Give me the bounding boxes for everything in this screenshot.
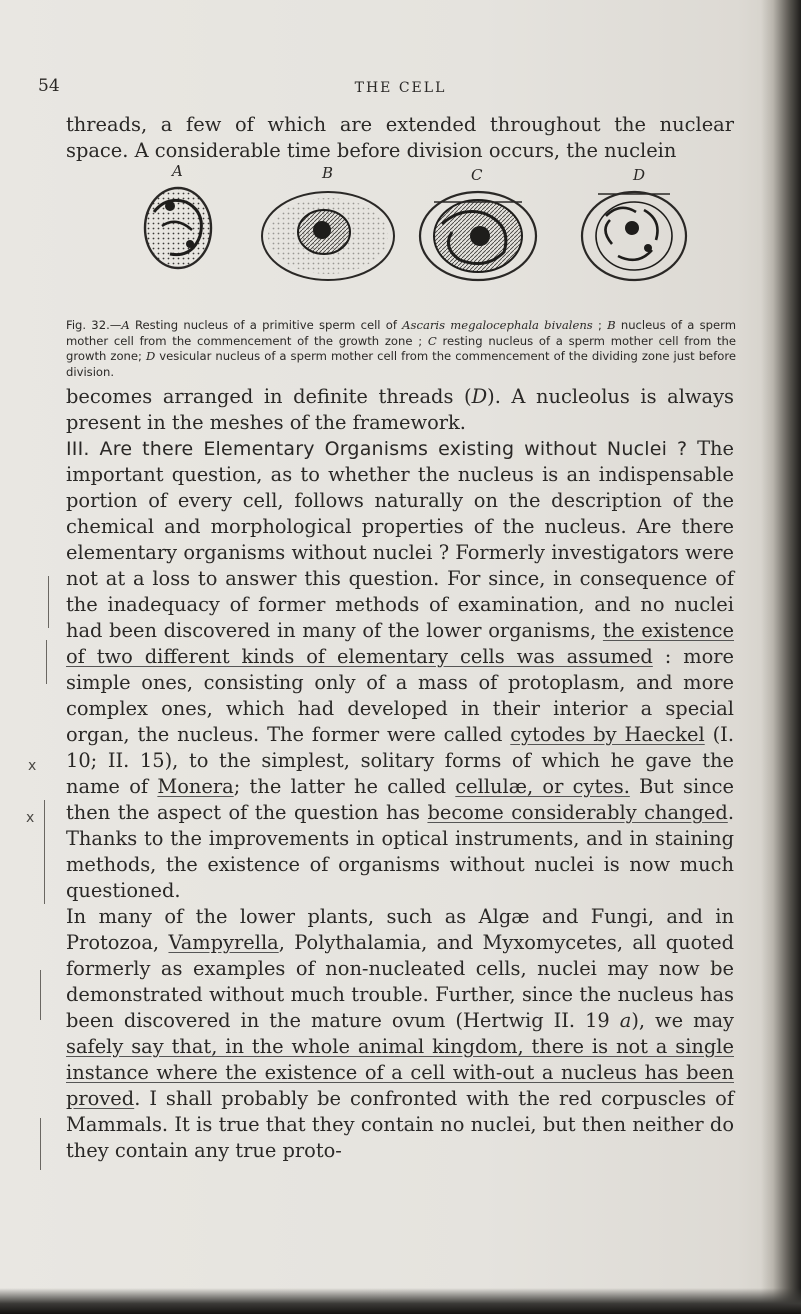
paragraph-2 <box>66 436 734 904</box>
p2-text-f: . Thanks to the improvements in optical instruments, and in staining methods, the existence of organisms without nuclei is now much questioned. <box>66 801 734 902</box>
p1-ref-d: D <box>471 385 488 408</box>
p3-text-c: ), we may <box>631 1009 734 1032</box>
caption-a-text: Resting nucleus of a primitive sperm cell of <box>129 318 403 332</box>
nucleus-c <box>420 192 536 280</box>
p3-text-d: . I shall probably be confronted with the red corpuscles of Mammals. It is true that they contain no nuclei, but then neither do they contain any true proto- <box>66 1087 734 1162</box>
figure-label-d: D <box>633 166 646 184</box>
section-heading: III. Are there Elementary Organisms existing without Nuclei ? <box>66 438 688 460</box>
main-text <box>66 384 734 1164</box>
figure-label-b: B <box>322 164 334 182</box>
caption-label-d: D <box>145 349 156 363</box>
p2-underline-1: the existence of two different kinds of elementary cells was assumed <box>66 619 734 668</box>
caption-lead: Fig. 32.— <box>66 318 122 332</box>
p2-text-c: (I. 10; II. 15), to the simplest, solitary forms of which he gave the name of <box>66 723 734 798</box>
nucleus-illustrations <box>66 166 734 306</box>
p2-text-d: ; the latter he called <box>233 775 456 798</box>
intro-paragraph <box>66 112 734 164</box>
margin-bracket-2 <box>46 640 47 684</box>
p3-underline-2: safely say that, in the whole animal kingdom, there is not a single instance where the existence of a cell with-out a nucleus has been proved <box>66 1035 734 1110</box>
caption-b-text: nucleus of a sperm mother cell from the commencement of the growth zone ; <box>66 318 737 348</box>
p1-text-b: ). A nucleolus is always present in the meshes of the framework. <box>66 385 734 434</box>
nucleus-d <box>582 192 686 280</box>
caption-species: Ascaris megalocephala bivalens <box>402 318 593 332</box>
margin-bracket-5 <box>40 1118 41 1170</box>
p2-underline-2: cytodes by Haeckel <box>510 723 705 746</box>
caption-sep: ; <box>592 318 608 332</box>
caption-label-a: A <box>121 318 130 332</box>
p3-ref: a <box>619 1009 632 1032</box>
p2-underline-5: become considerably changed <box>427 801 728 824</box>
caption-label-c: C <box>427 333 437 348</box>
paragraph-1 <box>66 384 734 436</box>
p2-text-b: : more simple ones, consisting only of a mass of protoplasm, and more complex ones, which had developed in their interior a special organ, the nucleus. The former were called <box>66 645 735 746</box>
caption-d-text: vesicular nucleus of a sperm mother cell from the commencement of the dividing zone just before division. <box>66 349 737 379</box>
p3-text-b: , Polythalamia, and Myxomycetes, all quoted formerly as examples of non-nucleated cells, nuclei may now be demonstrated without much trouble. Further, since the nucleus has been discovered in the mature ovum (Hertwig II. 19 <box>66 931 734 1032</box>
running-title: THE CELL <box>354 80 447 96</box>
nucleus-b <box>262 192 394 280</box>
p2-underline-4: cellulæ, or cytes. <box>455 775 630 798</box>
p1-text-a: becomes arranged in definite threads ( <box>66 385 472 408</box>
margin-bracket-1 <box>48 576 49 628</box>
paragraph-3 <box>66 904 734 1164</box>
p2-text-a: The important question, as to whether the nucleus is an indispensable portion of every cell, follows naturally on the description of the chemical and morphological properties of the nucleus. Are there elementary organisms without nuclei ? Formerly investigators were not at a loss to answer this question. For since, in consequence of the inadequacy of former methods of examination, and no nuclei had been discovered in many of the lower organisms, <box>66 437 734 642</box>
figure-caption <box>66 318 736 380</box>
margin-mark-x-1: x <box>28 758 37 774</box>
figure-32 <box>66 162 734 306</box>
p2-text-e: But since then the aspect of the question has <box>66 775 734 824</box>
page-number: 54 <box>38 76 60 96</box>
margin-bracket-4 <box>40 970 41 1020</box>
figure-label-a: A <box>172 162 183 180</box>
page-bottom-edge <box>0 1288 801 1314</box>
caption-label-b: B <box>607 318 616 332</box>
p2-underline-3: Monera <box>157 775 234 798</box>
p3-text-a: In many of the lower plants, such as Algæ and Fungi, and in Protozoa, <box>66 905 734 954</box>
binding-edge <box>761 0 801 1314</box>
margin-mark-x-2: x <box>26 810 35 826</box>
nucleus-a <box>145 188 211 268</box>
figure-label-c: C <box>471 166 483 184</box>
margin-bracket-3 <box>44 800 45 904</box>
p3-underline-1: Vampyrella <box>168 931 279 954</box>
intro-text: threads, a few of which are extended throughout the nuclear space. A considerable time before division occurs, the nuclein <box>66 113 734 162</box>
caption-c-text: resting nucleus of a sperm mother cell from the growth zone; <box>66 333 736 363</box>
